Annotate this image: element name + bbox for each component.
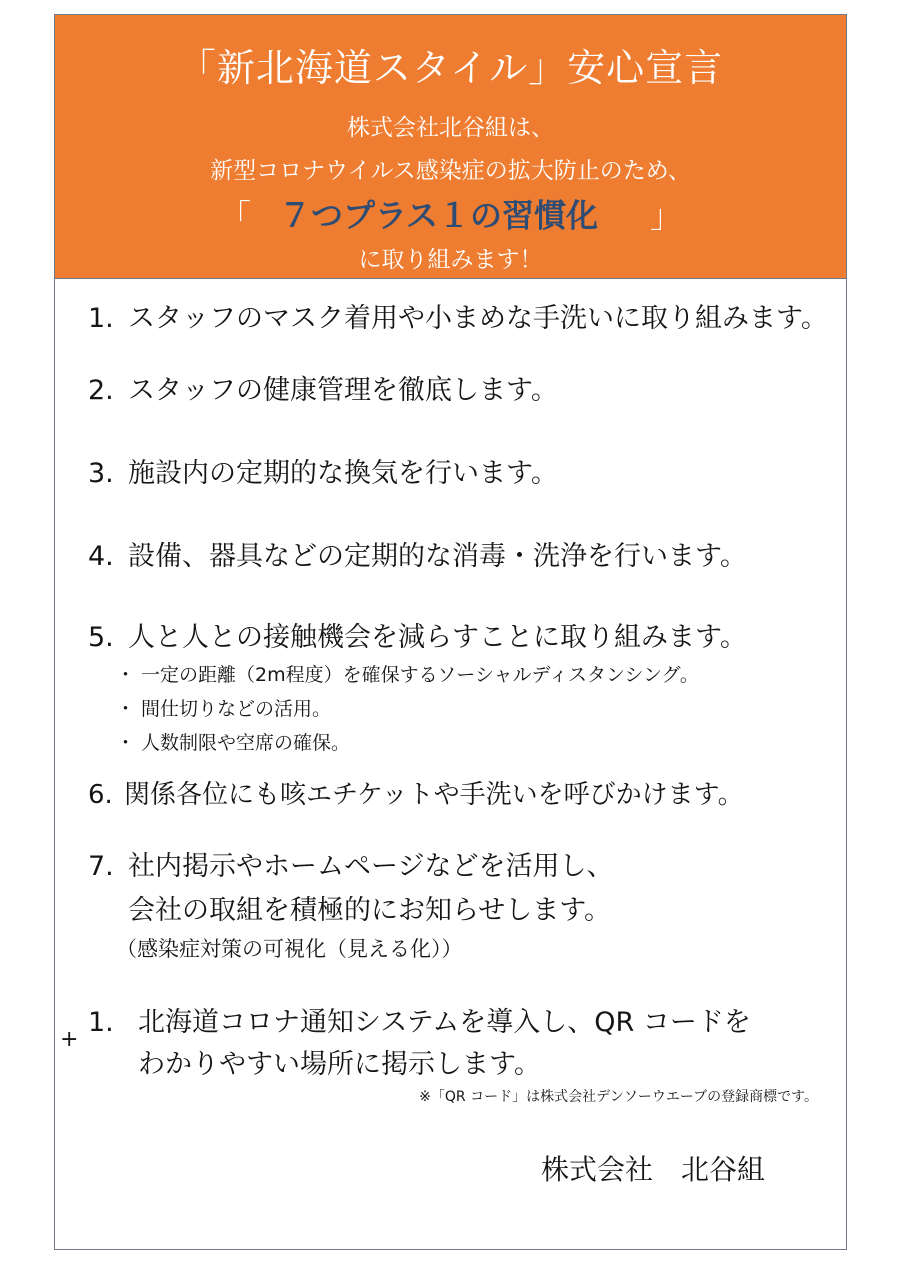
plus-mark: +	[60, 1027, 79, 1052]
item-number: 4.	[88, 541, 114, 572]
habit-rest: １の習慣化	[438, 196, 599, 235]
page-title: 「新北海道スタイル」安心宣言	[177, 46, 724, 90]
list-item-7-line2: 会社の取組を積極的にお知らせします。	[128, 895, 612, 926]
list-item-5	[88, 621, 747, 655]
item-number: 1.	[88, 1007, 114, 1038]
item-text: 関係各位にも咳エチケットや手洗いを呼びかけます。	[124, 780, 744, 810]
list-item-6	[88, 778, 744, 812]
item-text: 施設内の定期的な換気を行います。	[128, 458, 558, 489]
plus-item	[88, 1006, 751, 1040]
company-name: 株式会社 北谷組	[541, 1153, 766, 1186]
item-number: 3.	[88, 458, 114, 489]
list-item-2	[88, 374, 558, 408]
item-number: 7.	[88, 851, 114, 882]
trademark-note: ※「QR コード」は株式会社デンソーウエーブの登録商標です。	[419, 1089, 818, 1105]
plus-item-line2: わかりやすい場所に掲示します。	[138, 1049, 541, 1080]
sub-item-seating: ・ 人数制限や空席の確保。	[116, 732, 351, 754]
habit-seven: ７つ	[278, 196, 343, 235]
habit-plus: プラス	[342, 196, 439, 235]
item-text: 社内掲示やホームページなどを活用し、	[128, 851, 614, 882]
item-text: 人と人との接触機会を減らすことに取り組みます。	[128, 622, 747, 653]
item-text: スタッフの健康管理を徹底します。	[128, 375, 558, 406]
list-item-7	[88, 850, 613, 884]
header-banner	[55, 15, 846, 279]
sub-item-partitions: ・ 間仕切りなどの活用。	[116, 698, 332, 720]
header-commit-line: に取り組みます！	[358, 247, 543, 273]
close-bracket: 」	[650, 196, 683, 235]
list-item-4	[88, 540, 747, 574]
item-number: 1.	[88, 303, 114, 334]
item-number: 2.	[88, 375, 114, 406]
item-text: スタッフのマスク着用や小まめな手洗いに取り組みます。	[128, 303, 828, 334]
list-item-3	[88, 457, 558, 491]
item-text: 設備、器具などの定期的な消毒・洗浄を行います。	[128, 541, 747, 572]
list-item-7-note: （感染症対策の可視化（見える化））	[116, 937, 463, 961]
header-purpose-line: 新型コロナウイルス感染症の拡大防止のため、	[210, 158, 691, 184]
list-item-1	[88, 302, 828, 336]
item-number: 6.	[88, 780, 113, 810]
open-bracket: 「	[218, 196, 251, 235]
sub-item-distance: ・ 一定の距離（2m程度）を確保するソーシャルディスタンシング。	[116, 664, 699, 686]
item-text: 北海道コロナ通知システムを導入し、QR コードを	[138, 1007, 751, 1038]
habit-slogan	[55, 191, 846, 240]
header-company-line: 株式会社北谷組は、	[347, 115, 554, 141]
item-number: 5.	[88, 622, 114, 653]
